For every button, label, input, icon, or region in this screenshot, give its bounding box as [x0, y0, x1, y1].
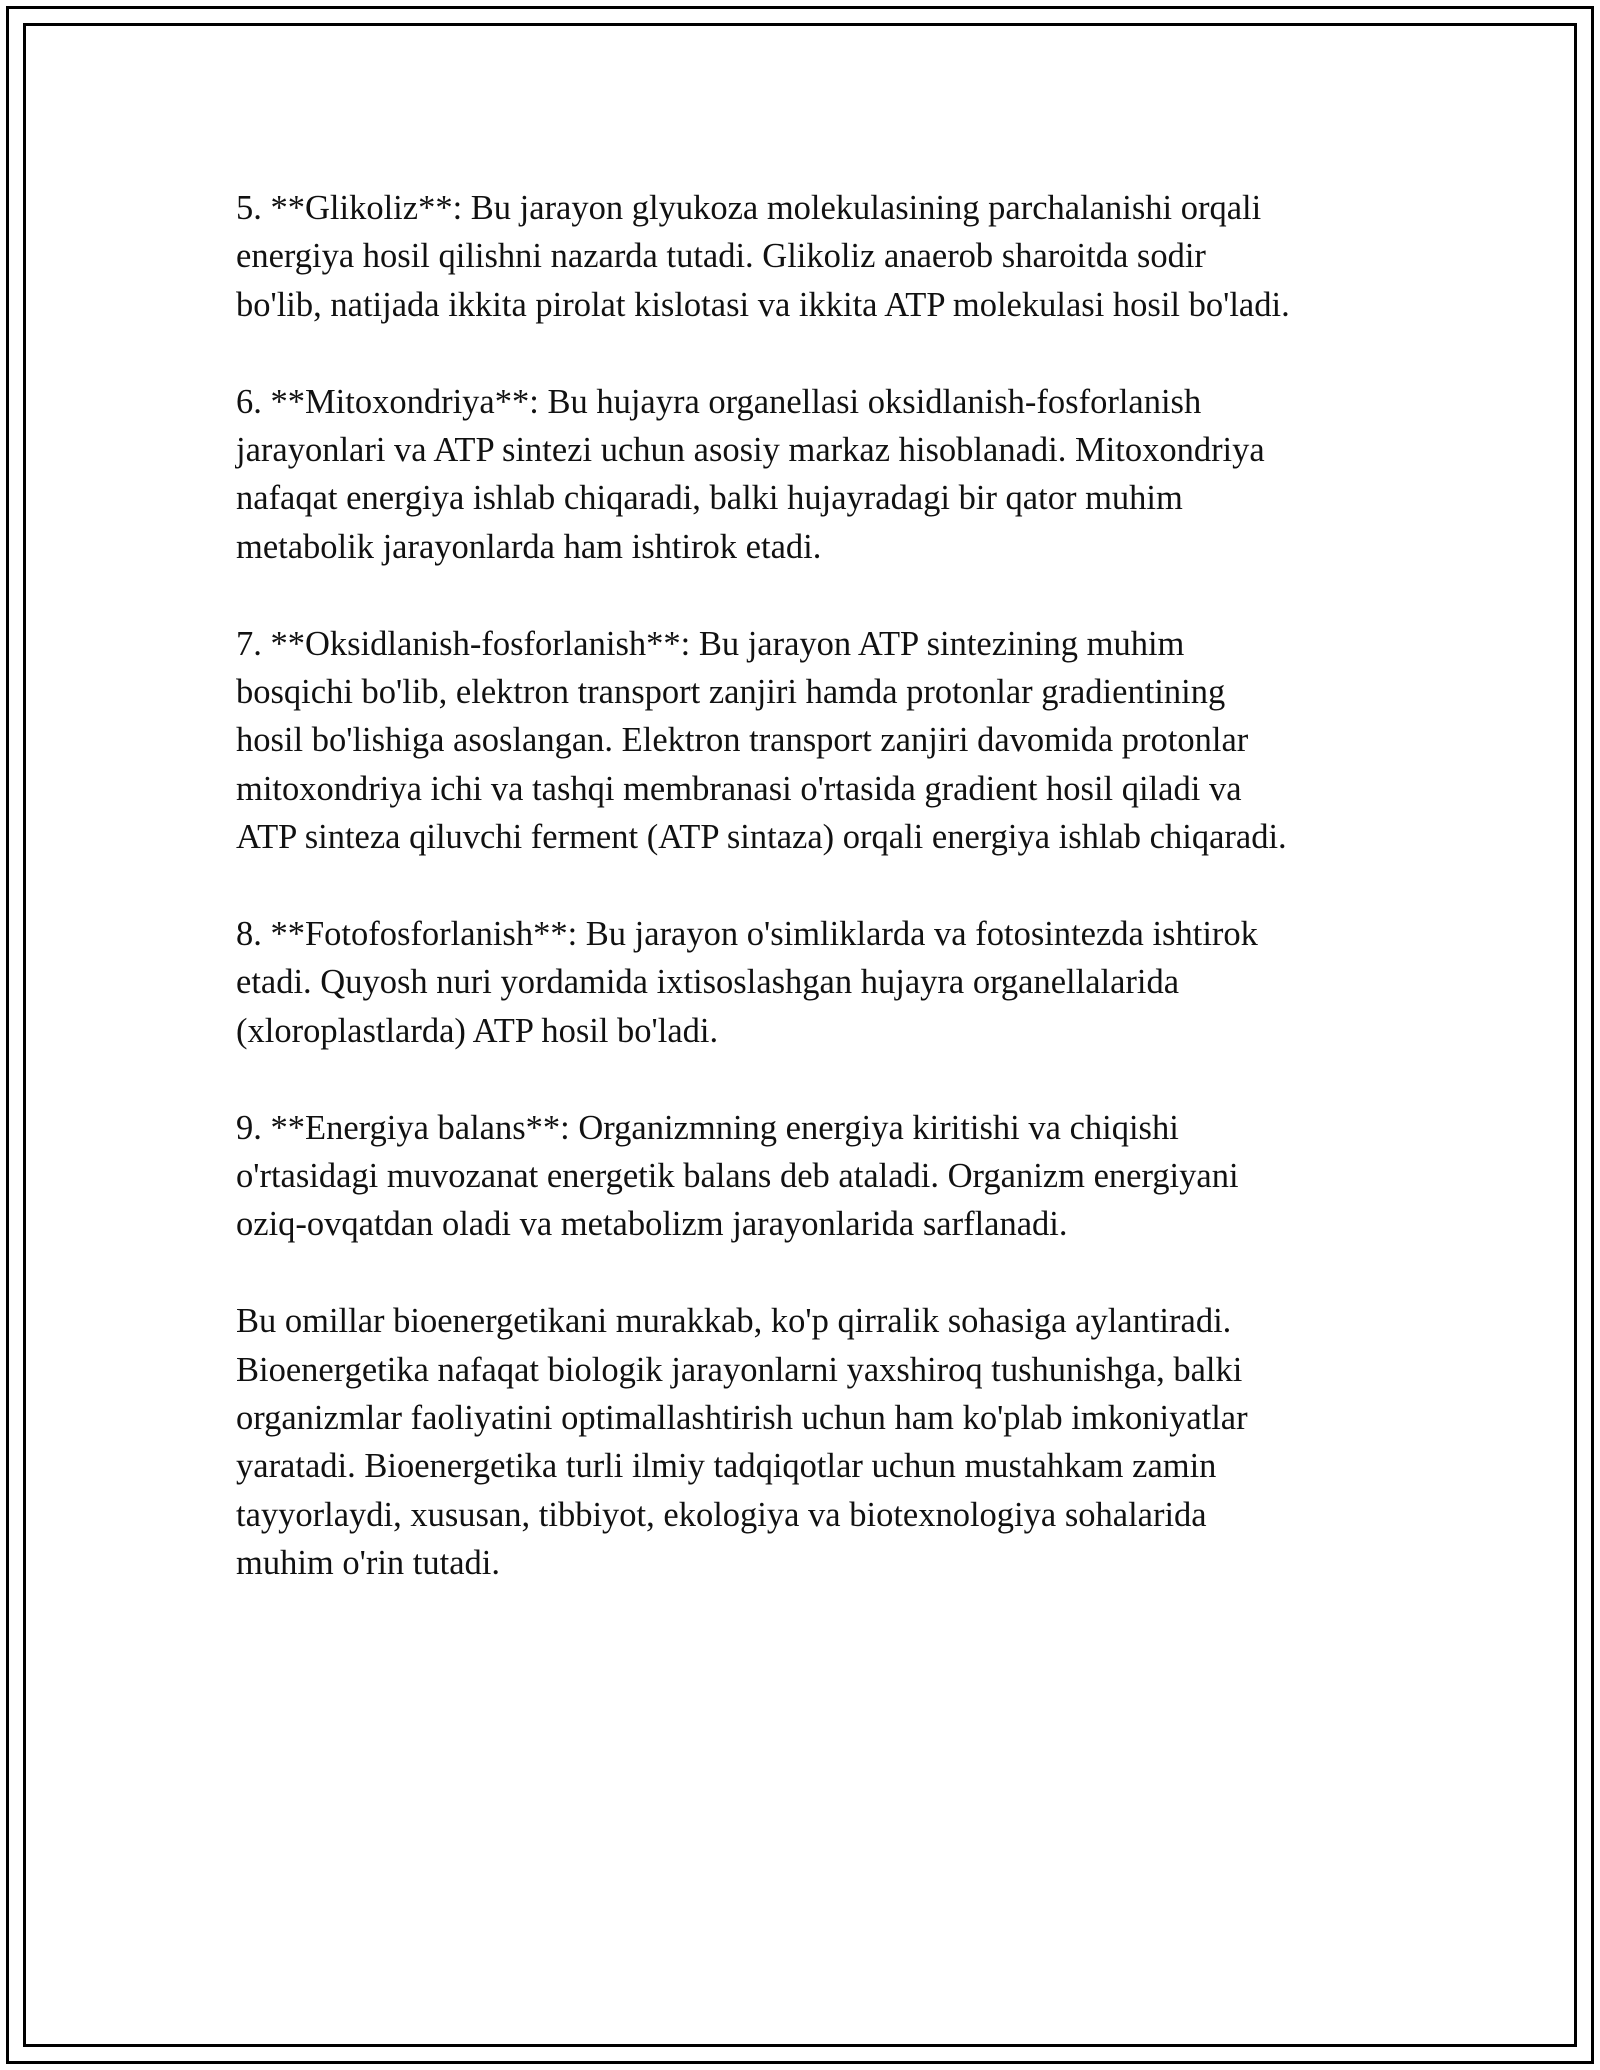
text-line: metabolik jarayonlarda ham ishtirok etadi.: [236, 527, 822, 566]
text-line: oziq-ovqatdan oladi va metabolizm jarayonlarida sarflanadi.: [236, 1205, 1068, 1244]
text-line: ATP sinteza qiluvchi ferment (ATP sintaza) orqali energiya ishlab chiqaradi.: [236, 818, 1287, 857]
text-line: bo'lib, natijada ikkita pirolat kislotasi va ikkita ATP molekulasi hosil bo'ladi.: [236, 285, 1290, 324]
document-body: [236, 184, 1396, 1636]
text-line: 6. **Mitoxondriya**: Bu hujayra organellasi oksidlanish-fosforlanish: [236, 382, 1202, 421]
paragraph-fotofosforlanish: [236, 910, 1396, 1055]
text-line: (xloroplastlarda) ATP hosil bo'ladi.: [236, 1011, 719, 1050]
text-line: jarayonlari va ATP sintezi uchun asosiy markaz hisoblanadi. Mitoxondriya: [236, 431, 1265, 470]
text-line: etadi. Quyosh nuri yordamida ixtisoslashgan hujayra organellalarida: [236, 963, 1180, 1002]
text-line: Bu omillar bioenergetikani murakkab, ko'p qirralik sohasiga aylantiradi.: [236, 1302, 1232, 1341]
text-line: 8. **Fotofosforlanish**: Bu jarayon o'simliklarda va fotosintezda ishtirok: [236, 915, 1258, 954]
text-line: nafaqat energiya ishlab chiqaradi, balki hujayradagi bir qator muhim: [236, 479, 1183, 518]
text-line: organizmlar faoliyatini optimallashtirish uchun ham ko'plab imkoniyatlar: [236, 1399, 1248, 1438]
text-line: 5. **Glikoliz**: Bu jarayon glyukoza molekulasining parchalanishi orqali: [236, 189, 1262, 227]
text-line: energiya hosil qilishni nazarda tutadi. Glikoliz anaerob sharoitda sodir: [236, 237, 1206, 276]
text-line: o'rtasidagi muvozanat energetik balans deb ataladi. Organizm energiyani: [236, 1157, 1239, 1196]
paragraph-energiya-balans: [236, 1104, 1396, 1249]
paragraph-oksidlanish-fosforlanish: [236, 620, 1396, 862]
text-line: hosil bo'lishiga asoslangan. Elektron transport zanjiri davomida protonlar: [236, 721, 1249, 760]
text-line: mitoxondriya ichi va tashqi membranasi o'rtasida gradient hosil qiladi va: [236, 769, 1242, 808]
text-line: muhim o'rin tutadi.: [236, 1544, 500, 1583]
text-line: bosqichi bo'lib, elektron transport zanjiri hamda protonlar gradientining: [236, 673, 1226, 712]
text-line: Bioenergetika nafaqat biologik jarayonlarni yaxshiroq tushunishga, balki: [236, 1350, 1243, 1389]
text-line: 9. **Energiya balans**: Organizmning energiya kiritishi va chiqishi: [236, 1108, 1179, 1147]
paragraph-mitoxondriya: [236, 378, 1396, 572]
text-line: tayyorlaydi, xususan, tibbiyot, ekologiya va biotexnologiya sohalarida: [236, 1495, 1207, 1534]
text-line: 7. **Oksidlanish-fosforlanish**: Bu jarayon ATP sintezining muhim: [236, 624, 1185, 663]
text-line: yaratadi. Bioenergetika turli ilmiy tadqiqotlar uchun mustahkam zamin: [236, 1447, 1217, 1486]
paragraph-conclusion: [236, 1297, 1396, 1587]
paragraph-glikoliz: [236, 184, 1396, 329]
